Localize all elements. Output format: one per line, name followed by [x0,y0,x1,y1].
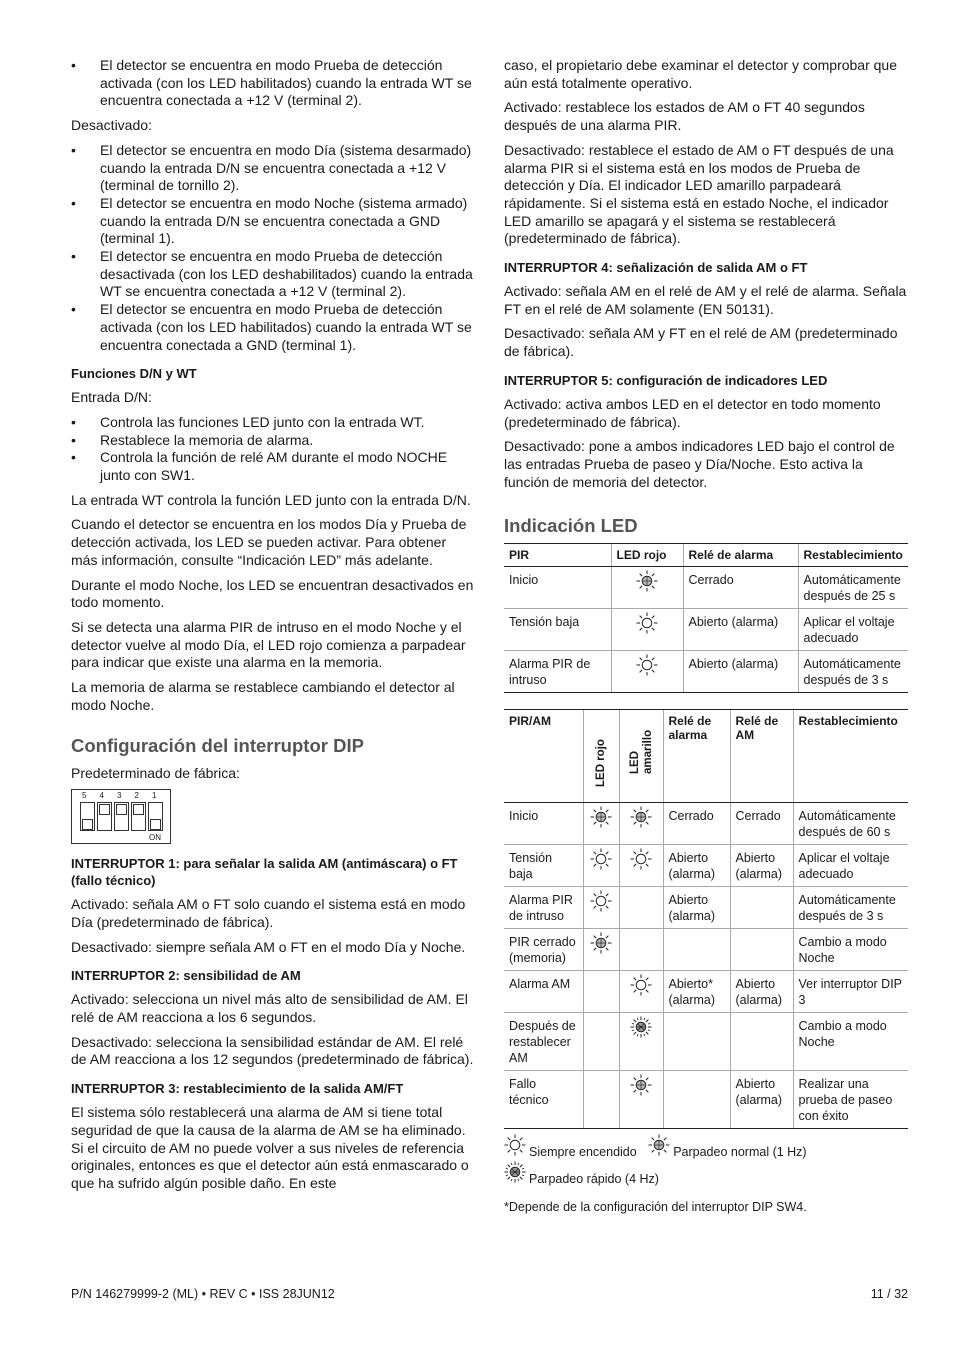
right-column [504,57,908,1214]
table-row [504,845,908,887]
sw2-heading: INTERRUPTOR 2: sensibilidad de AM [71,968,301,984]
pir-state: Alarma PIR de intruso [504,651,611,693]
led-steady-icon [611,651,683,693]
table-header [583,710,619,803]
relay-state: Abierto (alarma) [683,651,798,693]
led-steady-icon [611,609,683,651]
sw3-heading: INTERRUPTOR 3: restablecimiento de la salida AM/FT [71,1081,404,1097]
dip-default-label: Predeterminado de fábrica: [71,764,240,781]
paragraph: Cuando el detector se encuentra en los modos Día y Prueba de detección activada, los LED se pueden activar. Para obtener más información, consulte “Indicación LED” más adelante. [71,516,467,568]
led-blink-normal-icon [583,929,619,971]
am-relay-state [730,929,793,971]
alarm-relay-state: Abierto (alarma) [663,887,730,929]
alarm-relay-state: Abierto* (alarma) [663,971,730,1013]
am-relay-state [730,887,793,929]
dip-switch-2 [131,802,146,831]
table-header: Relé de alarma [663,710,730,803]
am-relay-state [730,1013,793,1071]
sw4-off-text: Desactivado: señala AM y FT en el relé de AM (predeterminado de fábrica). [504,325,898,360]
pir-am-state: Alarma AM [504,971,583,1013]
empty-cell [619,929,663,971]
intro-bullet-list [71,57,476,110]
table-header: Restablecimiento [798,544,908,567]
table-row [504,651,908,693]
led-blink-fast-icon [504,1161,529,1188]
dip-knob-off [82,819,93,830]
dip-knob-on [116,804,127,815]
am-relay-state: Abierto (alarma) [730,1071,793,1129]
sw2-off-text: Desactivado: selecciona la sensibilidad estándar de AM. El relé de AM reacciona a los 12 segundos (predeterminado de fábrica). [71,1033,474,1068]
dip-knob-off [150,819,161,830]
alarm-relay-state [663,1071,730,1129]
table-header-row [504,710,908,803]
sw4-heading: INTERRUPTOR 4: señalización de salida AM o FT [504,260,808,276]
dip-number: 2 [134,791,139,801]
legend-fast [504,1161,659,1188]
footnote: *Depende de la configuración del interruptor DIP SW4. [504,1200,807,1215]
sw3-cont-text: caso, el propietario debe examinar el detector y comprobar que aún está totalmente operativo. [504,57,897,91]
table-row [504,887,908,929]
table-row [504,567,908,609]
table-row [504,1071,908,1129]
reset-action: Aplicar el voltaje adecuado [793,845,908,887]
pir-am-state: Después de restablecer AM [504,1013,583,1071]
sw5-on-text: Activado: activa ambos LED en el detector en todo momento (predeterminado de fábrica). [504,395,881,430]
pir-am-state: Tensión baja [504,845,583,887]
sw5-heading: INTERRUPTOR 5: configuración de indicadores LED [504,372,828,388]
pir-am-state: Inicio [504,803,583,845]
legend-line [504,1161,908,1188]
led-blink-normal-icon [619,803,663,845]
alarm-relay-state: Cerrado [663,803,730,845]
led-steady-icon [619,971,663,1013]
led-steady-icon [504,1134,529,1161]
list-item: • Controla las funciones LED junto con la entrada WT. [71,414,476,432]
dip-knob-on [133,804,144,815]
list-item: • El detector se encuentra en modo Prueba de detección desactivada (con los LED deshabilitados) cuando la entrada WT se encuentra conectada a +12 V (terminal 2). [71,248,476,301]
reset-action: Automáticamente después de 60 s [793,803,908,845]
dip-knob-on [99,804,110,815]
dip-number: 3 [117,791,122,801]
am-relay-state: Cerrado [730,803,793,845]
table-header: PIR/AM [504,710,583,803]
empty-cell [583,1071,619,1129]
relay-state: Abierto (alarma) [683,609,798,651]
table-row [504,609,908,651]
left-column [71,57,476,1200]
dn-label: Entrada D/N: [71,389,152,406]
empty-cell [583,971,619,1013]
empty-cell [619,887,663,929]
led-blink-fast-icon [619,1013,663,1071]
sw1-on-text: Activado: señala AM o FT solo cuando el sistema está en modo Día (predeterminado de fábrica). [71,896,466,930]
list-item: • Restablece la memoria de alarma. [71,432,476,450]
dip-switch-3 [114,802,129,831]
led-steady-icon [619,845,663,887]
pir-am-state: PIR cerrado (memoria) [504,929,583,971]
sw4-on-text: Activado: señala AM en el relé de AM y el relé de alarma. Señala FT en el relé de AM solamente (EN 50131). [504,283,907,317]
table-header: LED rojo [611,544,683,567]
reset-action: Automáticamente después de 3 s [798,651,908,693]
reset-action: Cambio a modo Noche [793,929,908,971]
table-header: PIR [504,544,611,567]
pir-am-led-table [504,709,908,1129]
rotated-header-label: LED amarillo [629,730,654,775]
pir-am-state: Fallo técnico [504,1071,583,1129]
sw5-off-text: Desactivado: pone a ambos indicadores LED bajo el control de las entradas Prueba de paseo y Día/Noche. Esto activa la función de memoria del detector. [504,438,895,490]
table-row [504,1013,908,1071]
legend-steady [504,1134,637,1161]
reset-action: Cambio a modo Noche [793,1013,908,1071]
dn-heading: Funciones D/N y WT [71,366,197,382]
sw3-off-text: Desactivado: restablece el estado de AM o FT después de una alarma PIR si el sistema está en los modos de Prueba de detección y Día. El indicador LED amarillo parpadeará rápidamente. Si el sistema está en estado Noche, el indicador LED amarillo se apagará y el sistema se restablecerá (predeterminado de fábrica). [504,141,894,247]
list-item: • El detector se encuentra en modo Prueba de detección activada (con los LED habilitados) cuando la entrada WT se encuentra conectada a +12 V (terminal 2). [71,57,476,110]
pir-led-table [504,543,908,693]
legend-label: Siempre encendido [529,1145,637,1160]
reset-action: Aplicar el voltaje adecuado [798,609,908,651]
dip-switch-4 [97,802,112,831]
list-item: • El detector se encuentra en modo Prueba de detección activada (con los LED habilitados) cuando la entrada WT se encuentra conectada a GND (terminal 1). [71,301,476,354]
sw2-on-text: Activado: selecciona un nivel más alto de sensibilidad de AM. El relé de AM reacciona a los 6 segundos. [71,991,468,1026]
dip-on-label: ON [149,833,161,843]
sw1-heading: INTERRUPTOR 1: para señalar la salida AM (antimáscara) o FT (fallo técnico) [71,856,458,889]
dip-switch-diagram [71,789,171,844]
table-header-row [504,544,908,567]
alarm-relay-state: Abierto (alarma) [663,845,730,887]
dip-section-title: Configuración del interruptor DIP [71,734,364,756]
list-item: • El detector se encuentra en modo Noche (sistema armado) cuando la entrada D/N se encuentra conectada a GND (terminal 1). [71,195,476,248]
reset-action: Ver interruptor DIP 3 [793,971,908,1013]
led-blink-normal-icon [648,1134,673,1161]
led-section-title: Indicación LED [504,515,638,537]
sw1-off-text: Desactivado: siempre señala AM o FT en el modo Día y Noche. [71,938,466,955]
table-row [504,971,908,1013]
dip-number: 1 [152,791,157,801]
led-blink-normal-icon [619,1071,663,1129]
dn-bullet-list [71,414,476,485]
paragraph: Durante el modo Noche, los LED se encuentran desactivados en todo momento. [71,576,474,611]
reset-action: Automáticamente después de 25 s [798,567,908,609]
legend-label: Parpadeo rápido (4 Hz) [529,1172,659,1187]
pir-state: Inicio [504,567,611,609]
pir-state: Tensión baja [504,609,611,651]
dip-number: 5 [82,791,87,801]
reset-action: Realizar una prueba de paseo con éxito [793,1071,908,1129]
dip-number: 4 [99,791,104,801]
table-header: Relé de AM [730,710,793,803]
legend-line [504,1134,908,1161]
am-relay-state: Abierto (alarma) [730,845,793,887]
paragraph: La memoria de alarma se restablece cambiando el detector al modo Noche. [71,679,455,713]
table-row [504,929,908,971]
relay-state: Cerrado [683,567,798,609]
legend-label: Parpadeo normal (1 Hz) [673,1145,807,1160]
footer-page-number: 11 / 32 [870,1287,908,1301]
desactivado-label: Desactivado: [71,117,152,134]
dip-switch-1 [148,802,163,831]
table-row [504,803,908,845]
sw3-on-text: Activado: restablece los estados de AM o FT 40 segundos después de una alarma PIR. [504,99,865,134]
paragraph: Si se detecta una alarma PIR de intruso en el modo Noche y el detector vuelve al modo Día, el LED rojo comienza a parpadear para indicar que existe una alarma en la memoria. [71,618,466,671]
list-item: • Controla la función de relé AM durante el modo NOCHE junto con SW1. [71,449,476,484]
table-header: Relé de alarma [683,544,798,567]
alarm-relay-state [663,1013,730,1071]
alarm-relay-state [663,929,730,971]
empty-cell [583,1013,619,1071]
dip-switch-5 [80,802,95,831]
reset-action: Automáticamente después de 3 s [793,887,908,929]
desactivado-bullet-list [71,142,476,354]
pir-am-state: Alarma PIR de intruso [504,887,583,929]
table-header [619,710,663,803]
sw3-text: El sistema sólo restablecerá una alarma de AM si tiene total seguridad de que la causa de la alarma de AM se ha eliminado. Si el circuito de AM no puede volver a sus niveles de referencia originales, entonces es que el detector aún está enmascarado o que ha sufrido algún posible daño. En este [71,1104,469,1191]
led-steady-icon [583,845,619,887]
dip-switch-numbers [82,791,170,800]
footer-part-number: P/N 146279999-2 (ML) • REV C • ISS 28JUN12 [71,1287,335,1301]
table-header: Restablecimiento [793,710,908,803]
legend-normal [648,1134,806,1161]
led-blink-normal-icon [583,803,619,845]
am-relay-state: Abierto (alarma) [730,971,793,1013]
led-legend [504,1134,908,1188]
led-blink-normal-icon [611,567,683,609]
paragraph: La entrada WT controla la función LED junto con la entrada D/N. [71,491,471,508]
rotated-header-label: LED rojo [595,739,607,788]
list-item: • El detector se encuentra en modo Día (sistema desarmado) cuando la entrada D/N se encuentra conectada a +12 V (terminal de tornillo 2). [71,142,476,195]
led-steady-icon [583,887,619,929]
